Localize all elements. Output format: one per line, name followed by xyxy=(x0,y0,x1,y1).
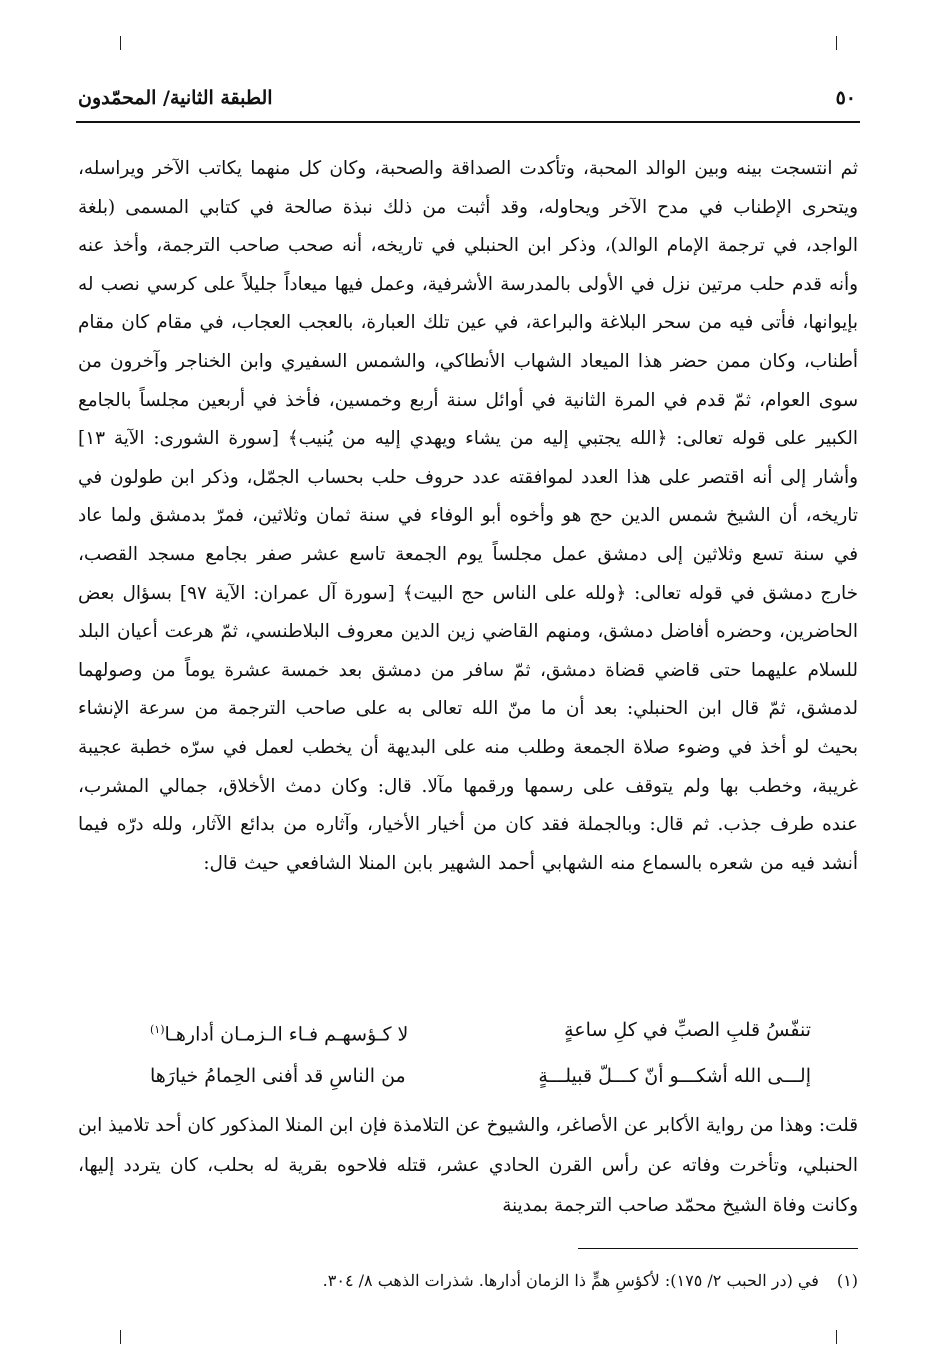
body-paragraph: ثم انتسجت بينه وبين الوالد المحبة، وتأكدت الصداقة والصحبة، وكان كل منهما يكاتب الآخر ويراسله، ويتحرى الإطناب في مدح الآخر ويحاوله، وقد أثبت من ذلك نبذة صالحة في كتابي المسمى (بلغة الواجد، في ترجمة الإمام الوالد)، وذكر ابن الحنبلي في تاريخه، أنه صحب صاحب الترجمة، وأخذ عنه وأنه قدم حلب مرتين نزل في الأولى بالمدرسة الأشرفية، وعمل فيها ميعاداً جليلاً على كرسي نصب له بإيوانها، فأتى فيه من سحر البلاغة والبراعة، في عين تلك العبارة، بالعجب العجاب، في مقام كان مقام أطناب، وكان ممن حضر هذا الميعاد الشهاب الأنطاكي، والشمس السفيري وابن الخناجر وآخرون من سوى العوام، ثمّ قدم في المرة الثانية في أوائل سنة أربع وخمسين، فأخذ في أربعين مجلساً بالجامع الكبير على قوله تعالى: ﴿الله يجتبي إليه من يشاء ويهدي إليه من يُنيب﴾ [سورة الشورى: الآية ١٣] وأشار إلى أنه اقتصر على هذا العدد لموافقته عدد حروف حلب بحساب الجمّل، وذكر ابن طولون في تاريخه، أن الشيخ شمس الدين حج هو وأخوه أبو الوفاء في سنة ثمان وثلاثين، فمرّ بدمشق ولما عاد في سنة تسع وثلاثين إلى دمشق عمل مجلساً يوم الجمعة تاسع عشر صفر بجامع مسجد القصب، خارج دمشق في قوله تعالى: ﴿ولله على الناس حج البيت﴾ [سورة آل عمران: الآية ٩٧] بسؤال بعض الحاضرين، وحضره أفاضل دمشق، ومنهم القاضي زين الدين معروف البلاطنسي، ثمّ هرعت أعيان البلد للسلام عليهما حتى قاضي قضاة دمشق، ثمّ سافر من دمشق بعد خمسة عشرة يوماً من وصولهما لدمشق، ثمّ قال ابن الحنبلي: بعد أن ما منّ الله تعالى به على صاحب الترجمة من سرعة الإنشاء بحيث لو أخذ في وضوء صلاة الجمعة وطلب منه على البديهة أن يخطب لعمل في سرّه خطبة عجيبة غريبة، وخطب بها ولم يتوقف على رسمها ورقمها مآلا. قال: وكان دمث الأخلاق، جمالي المشرب، عنده طرف جذب. ثم قال: وبالجملة فقد كان من أخيار الأخيار، وآثاره من بدائع الآثار، ولله درّه فيما أنشد فيه من شعره بالسماع منه الشهابي أحمد الشهير بابن المنلا الشافعي حيث قال: xyxy=(78,158,859,874)
crop-mark-top-right xyxy=(836,36,837,50)
verse-1-first-hemistich: تنفّسُ قلبِ الصبِّ في كلِ ساعةٍ xyxy=(564,1019,811,1041)
footnote-number: (١) xyxy=(836,1271,858,1290)
page-number: ٥٠ xyxy=(835,87,856,109)
footnote-rule xyxy=(578,1248,858,1249)
running-header xyxy=(78,80,856,116)
closing-text xyxy=(78,1106,858,1226)
footnote-reference[interactable]: (١) xyxy=(150,1023,165,1036)
verse-line-2 xyxy=(150,1056,811,1096)
crop-mark-bottom-right xyxy=(836,1330,837,1344)
closing-paragraph: قلت: وهذا من رواية الأكابر عن الأصاغر، والشيوخ عن التلامذة فإن ابن المنلا المذكور كان أحد تلاميذ ابن الحنبلي، وتأخرت وفاته عن رأس القرن الحادي عشر، قتله فلاحوه بقرية له بحلب، كان يتردد إليها، وكانت وفاة الشيخ محمّد صاحب الترجمة بمدينة xyxy=(78,1115,858,1216)
verse-2-first-hemistich: إلـــى الله أشكـــو أنّ كـــلّ قبيلـــةٍ xyxy=(538,1065,811,1087)
footnote-text: في (در الحبب ٢/ ١٧٥): لأكؤسِ همٍّ ذا الزمان أدارها. شذرات الذهب ٨/ ٣٠٤. xyxy=(322,1271,819,1290)
verse-line-1 xyxy=(150,1010,811,1054)
main-text xyxy=(78,150,858,883)
header-rule xyxy=(76,121,860,123)
crop-mark-bottom-left xyxy=(120,1330,121,1344)
footnote xyxy=(78,1266,858,1296)
verse-2-second-hemistich: من الناسِ قد أفنى الحِمامُ خيارَها xyxy=(150,1065,406,1087)
header-title: الطبقة الثانية/ المحمّدون xyxy=(78,87,273,109)
crop-mark-top-left xyxy=(120,36,121,50)
verse-1-second-hemistich: لا كـؤسهـم فـاء الـزمـان أدارهـا$^{(١)}$ xyxy=(150,1023,409,1046)
